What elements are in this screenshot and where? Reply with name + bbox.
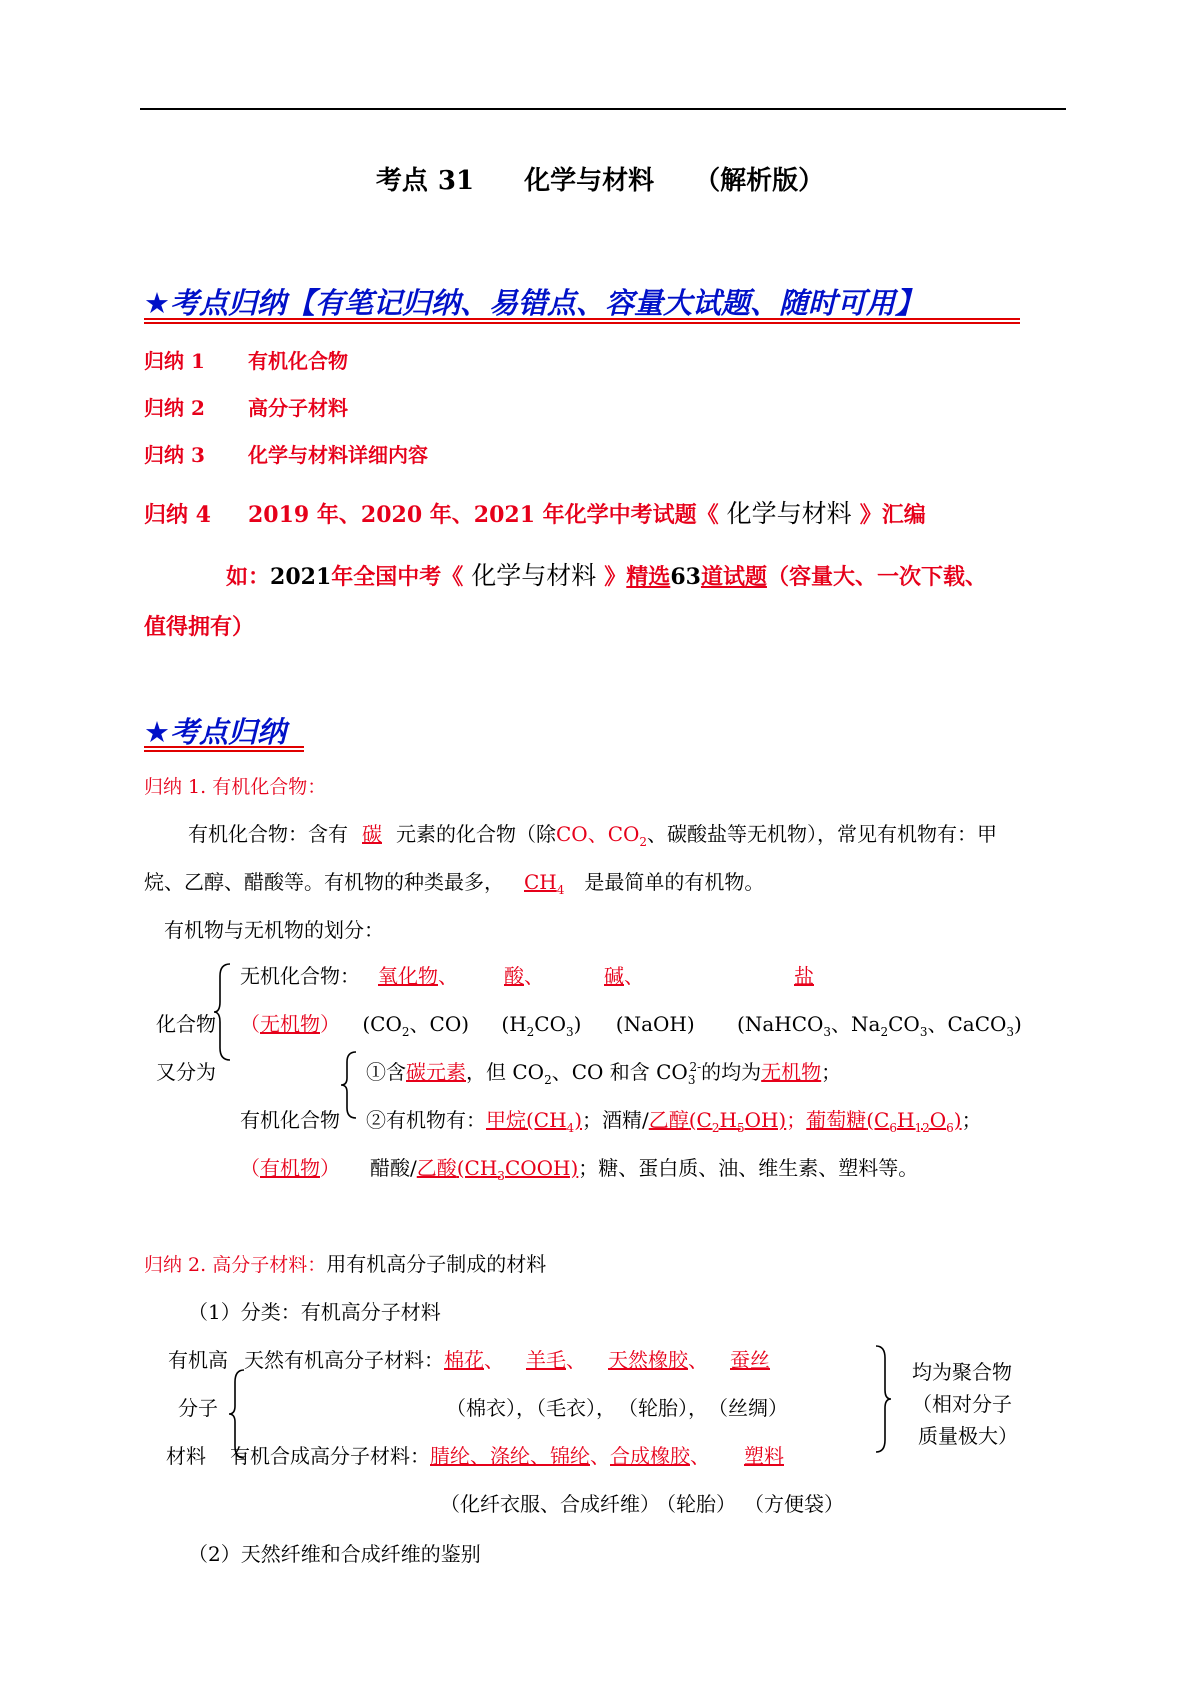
banner-underline-1 (144, 318, 1020, 320)
toc-item-3: 归纳 3 化学与材料详细内容 (144, 443, 428, 467)
toc4-topic: 化学与材料 (726, 499, 852, 528)
toc-item-1: 归纳 1 有机化合物 (144, 349, 348, 373)
compound-label: 化合物 (156, 1012, 216, 1036)
section1-heading: 归纳 1. 有机化合物： (144, 776, 327, 798)
promo-line-2: 值得拥有） (144, 614, 255, 640)
organic-tag-row: （有机物） 醋酸/乙酸$(CH_3COOH)$；糖、蛋白质、油、维生素、塑料等。 (240, 1156, 919, 1183)
page-title (0, 160, 1200, 197)
natural-polymer-row: 天然有机高分子材料：棉花、 羊毛、 天然橡胶、 蚕丝 (244, 1348, 770, 1372)
blank-carbon: 碳 (362, 822, 382, 846)
natural-uses-row: （棉衣），（毛衣）， （轮胎）， （丝绸） (446, 1396, 788, 1420)
synthetic-uses-row: （化纤衣服、合成纤维） （轮胎） （方便袋） (440, 1492, 844, 1516)
title-suffix: （解析版） (694, 166, 825, 196)
organic-label: 有机化合物 (240, 1108, 340, 1132)
section1-para-2: 烷、乙醇、醋酸等。有机物的种类最多， $CH_4$ 是最简单的有机物。 (144, 870, 765, 897)
section2-sub2: （2）天然纤维和合成纤维的鉴别 (188, 1542, 481, 1566)
polymer-left-2: 分子 (178, 1396, 218, 1420)
title-number: 31 (437, 166, 475, 196)
divided-label: 又分为 (156, 1060, 216, 1084)
section2-sub1: （1）分类：有机高分子材料 (188, 1300, 441, 1324)
polymer-note-1: 均为聚合物 (912, 1360, 1012, 1384)
right-brace-polymer (872, 1344, 892, 1454)
polymer-left-3: 材料 (166, 1444, 206, 1468)
inorganic-formulas-row: （无机物） ($CO_2$、CO) $(H_2CO_3)$ (NaOH) (NaHCO$_3$、$Na_2CO_3$、CaCO$_3$) (240, 1012, 1022, 1039)
banner2-underline-2 (144, 750, 304, 752)
section1-para-1: 有机化合物：含有 碳 元素的化合物（除CO、$CO_2$、碳酸盐等无机物），常见有机物有：甲 (188, 822, 998, 849)
banner-overview: ★考点归纳【有笔记归纳、易错点、容量大试题、随时可用】 (144, 286, 924, 320)
banner-summary: ★考点归纳 (144, 715, 286, 749)
title-main: 化学与材料 (524, 166, 655, 196)
inorganic-row: 无机化合物： 氧化物、 酸、 碱、 盐 (240, 964, 814, 988)
blank-methane: $CH_4$ (524, 870, 565, 897)
banner2-underline-1 (144, 746, 304, 748)
title-prefix: 考点 (375, 166, 428, 196)
top-rule (140, 108, 1066, 110)
polymer-note-2: （相对分子 (912, 1392, 1012, 1416)
promo-line-1: 如：2021年全国中考《 化学与材料 》精选63道试题（容量大、一次下载、 (226, 561, 987, 590)
section1-para-3: 有机物与无机物的划分： (164, 918, 384, 942)
organic-rule-row: ①含碳元素，但 $CO_2$、CO 和含 $CO_3^{2-}$的均为无机物； (366, 1060, 842, 1087)
toc-item-4: 归纳 4 2019 年、2020 年、2021 年化学中考试题《 化学与材料 》汇编 (144, 499, 926, 528)
organic-examples-row: ②有机物有：甲烷$(CH_4)$；酒精/乙醇$(C_2H_5OH)$；葡萄糖$(C_6H_{12}O_6)$； (366, 1108, 982, 1135)
synthetic-polymer-row: 有机合成高分子材料：腈纶、涤纶、锦纶、合成橡胶、 塑料 (230, 1444, 784, 1468)
polymer-left-1: 有机高 (168, 1348, 228, 1372)
polymer-note-3: 质量极大） (918, 1424, 1018, 1448)
section2-heading: 归纳 2. 高分子材料：用有机高分子制成的材料 (144, 1252, 547, 1276)
toc-item-2: 归纳 2 高分子材料 (144, 396, 348, 420)
left-brace-organic (340, 1050, 360, 1120)
banner-underline-2 (144, 322, 1020, 324)
left-brace-compounds (214, 962, 234, 1062)
